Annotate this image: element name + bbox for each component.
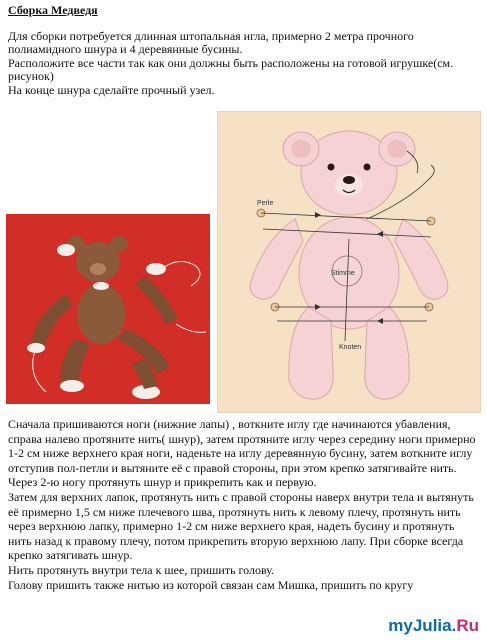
- watermark-suffix: Ru: [456, 616, 479, 635]
- label-perle: Perle: [257, 200, 274, 207]
- instruction-paragraph: Сначала пришиваются ноги (нижние лапы) , воткните иглу где начинаются убавления, справа налево протяните нить( шнур), затем протяните иглу через середину ноги примерно 1-2 см ниже верхнего края ноги, наденьте на иглу деревянную бусину, затем воткните иглу отступив пол-петли и вытяните её с правой стороны, при этом крепко затягивайте нить. Через 2-ю ногу протянуть шнур и прикрепить как и первую.: [8, 417, 476, 490]
- instruction-paragraph: Затем для верхних лапок, протянуть нить с правой стороны наверх внутри тела и вытянуть её примерно 1,5 см ниже плечевого шва, протянуть нить к левому плечу, протянуть нить через верхнюю лапку, примерно 1-2 см ниже верхнего края, надеть бусину и протянуть нить назад к правому плечу, потом прикрепить вторую верхнюю лапу. При сборке всегда крепко затягивать шнур.: [8, 489, 474, 563]
- page-title: Сборка Медведя: [8, 3, 98, 17]
- instruction-paragraph: Нить протянуть внутри тела к шее, пришить голову.: [8, 562, 275, 577]
- intro-text: [8, 30, 478, 97]
- intro-paragraph: На конце шнура сделайте прочный узел.: [8, 82, 215, 97]
- bear-parts-photo: [6, 214, 210, 404]
- instruction-paragraph: Голову пришить также нитью из которой связан сам Мишка, пришить по кругу: [8, 577, 414, 592]
- label-stimme: Stimme: [331, 270, 355, 277]
- watermark-main: myJulia.: [388, 616, 457, 635]
- label-knoten: Knoten: [339, 344, 362, 351]
- site-watermark: [388, 616, 479, 636]
- assembly-diagram: [217, 111, 481, 413]
- intro-paragraph: Расположите все части так как они должны быть расположены на готовой игрушке(см. рисунок): [8, 55, 454, 84]
- instructions-text: [8, 417, 480, 592]
- intro-paragraph: Для сборки потребуется длинная штопальная игла, примерно 2 метра прочного полиамидного шнура и 4 деревянные бусины.: [8, 29, 414, 57]
